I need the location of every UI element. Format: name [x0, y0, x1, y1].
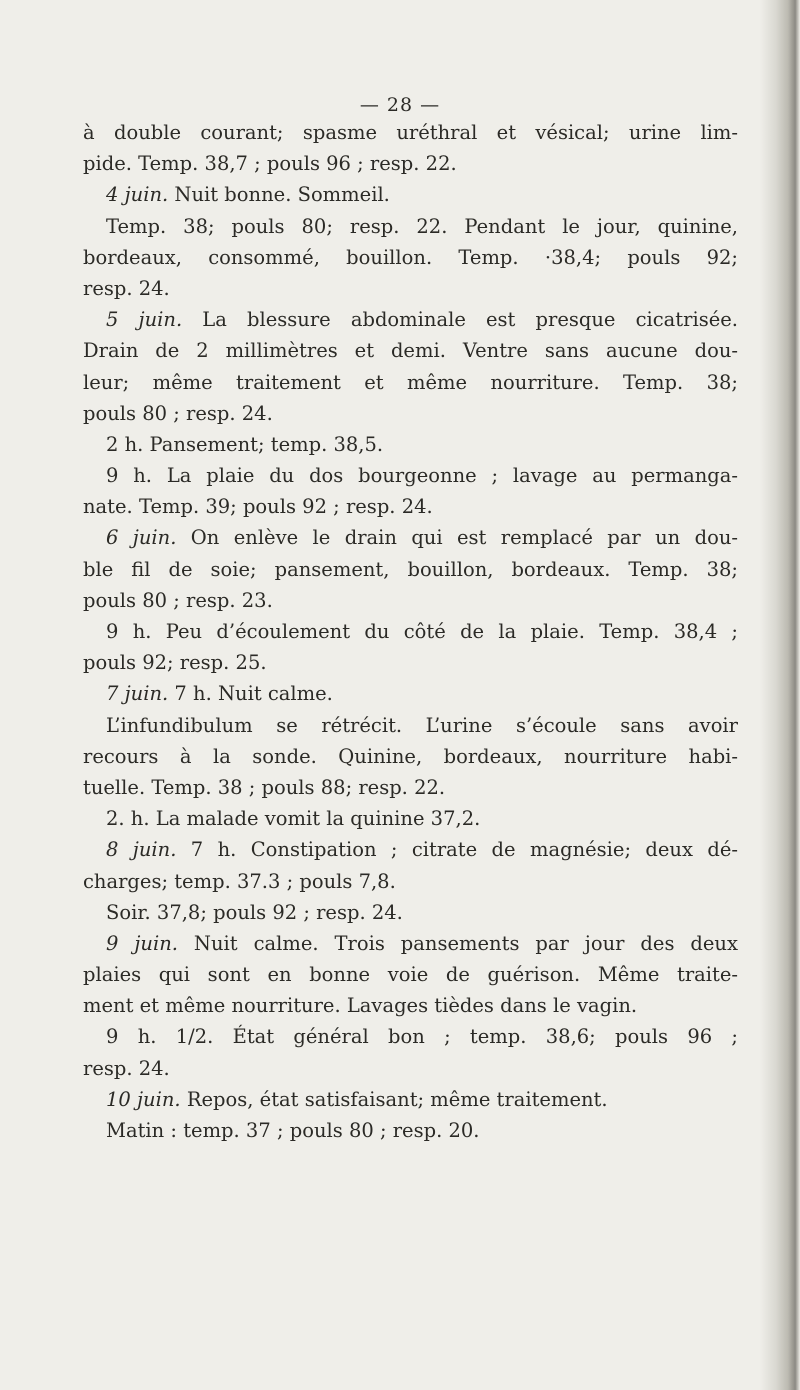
page-number: — 28 — [359, 94, 441, 116]
line-text: 9 h. La plaie du dos bourgeonne ; lavage au permanga- [106, 464, 738, 488]
line-text: Soir. 37,8; pouls 92 ; resp. 24. [106, 900, 403, 924]
line-text: ble fil de soie; pansement, bouillon, bordeaux. Temp. 38; [83, 557, 738, 581]
body-text [83, 117, 738, 1146]
text-line [83, 1053, 738, 1084]
line-text: 9 h. 1/2. État général bon ; temp. 38,6; pouls 96 ; [106, 1025, 738, 1049]
line-text: bordeaux, consommé, bouillon. Temp. ·38,4; pouls 92; [83, 245, 738, 269]
text-line [83, 491, 738, 522]
text-line [83, 242, 738, 273]
text-line [83, 460, 738, 491]
text-line [83, 866, 738, 897]
line-text: ment et même nourriture. Lavages tièdes dans le vagin. [83, 994, 638, 1018]
text-line [83, 1115, 738, 1146]
page-edge-shadow [760, 0, 800, 1390]
text-line [83, 647, 738, 678]
line-text: resp. 24. [83, 276, 170, 300]
text-line [83, 148, 738, 179]
line-text: pouls 92; resp. 25. [83, 651, 267, 675]
text-line [83, 834, 738, 865]
line-text: L’infundibulum se rétrécit. L’urine s’écoule sans avoir [106, 713, 738, 737]
line-text: plaies qui sont en bonne voie de guérison. Même traite- [83, 963, 738, 987]
line-text: leur; même traitement et même nourriture. Temp. 38; [83, 370, 738, 394]
line-text: La blessure abdominale est presque cicatrisée. [182, 308, 738, 332]
line-text: 9 h. Peu d’écoulement du côté de la plaie. Temp. 38,4 ; [106, 620, 738, 643]
text-line [83, 741, 738, 772]
text-line [83, 429, 738, 460]
line-text: 2 h. Pansement; temp. 38,5. [106, 432, 384, 456]
text-line [83, 772, 738, 803]
entry-date: 9 juin. [106, 931, 178, 955]
line-text: tuelle. Temp. 38 ; pouls 88; resp. 22. [83, 775, 446, 799]
line-text: Drain de 2 millimètres et demi. Ventre sans aucune dou- [83, 339, 738, 363]
text-line [83, 179, 738, 210]
line-text: 2. h. La malade vomit la quinine 37,2. [106, 807, 481, 831]
text-line [83, 959, 738, 990]
entry-date: 5 juin. [106, 308, 183, 332]
line-text: Nuit calme. Trois pansements par jour des deux [177, 931, 738, 955]
line-text: pouls 80 ; resp. 24. [83, 401, 273, 425]
text-line [83, 367, 738, 398]
text-line [83, 1084, 738, 1115]
entry-date: 7 juin. [106, 682, 169, 706]
text-line [83, 1021, 738, 1052]
text-line [83, 522, 738, 553]
line-text: Temp. 38; pouls 80; resp. 22. Pendant le jour, quinine, [106, 214, 738, 238]
line-text: nate. Temp. 39; pouls 92 ; resp. 24. [83, 495, 433, 519]
line-text: à double courant; spasme uréthral et vésical; urine lim- [83, 121, 738, 144]
line-text: Repos, état satisfaisant; même traitement. [180, 1087, 608, 1111]
text-line [83, 990, 738, 1021]
line-text: pide. Temp. 38,7 ; pouls 96 ; resp. 22. [83, 152, 457, 176]
text-line [83, 398, 738, 429]
text-line [83, 897, 738, 928]
text-line [83, 554, 738, 585]
text-line [83, 211, 738, 242]
line-text: 7 h. Constipation ; citrate de magnésie; deux dé- [176, 838, 738, 862]
line-text: recours à la sonde. Quinine, bordeaux, nourriture habi- [83, 744, 738, 768]
text-line [83, 335, 738, 366]
text-line [83, 710, 738, 741]
entry-date: 4 juin. [106, 183, 169, 207]
entry-date: 8 juin. [106, 838, 177, 862]
text-line [83, 117, 738, 148]
text-line [83, 585, 738, 616]
entry-date: 6 juin. [106, 526, 177, 550]
text-line [83, 803, 738, 834]
line-text: charges; temp. 37.3 ; pouls 7,8. [83, 869, 396, 893]
text-line [83, 928, 738, 959]
line-text: 7 h. Nuit calme. [168, 682, 333, 706]
text-line [83, 616, 738, 647]
text-line [83, 678, 738, 709]
line-text: Nuit bonne. Sommeil. [168, 183, 390, 207]
entry-date: 10 juin. [106, 1087, 181, 1111]
text-line [83, 273, 738, 304]
line-text: Matin : temp. 37 ; pouls 80 ; resp. 20. [106, 1119, 480, 1142]
text-line [83, 304, 738, 335]
line-text: On enlève le drain qui est remplacé par un dou- [176, 526, 738, 550]
line-text: resp. 24. [83, 1056, 170, 1080]
line-text: pouls 80 ; resp. 23. [83, 588, 273, 612]
